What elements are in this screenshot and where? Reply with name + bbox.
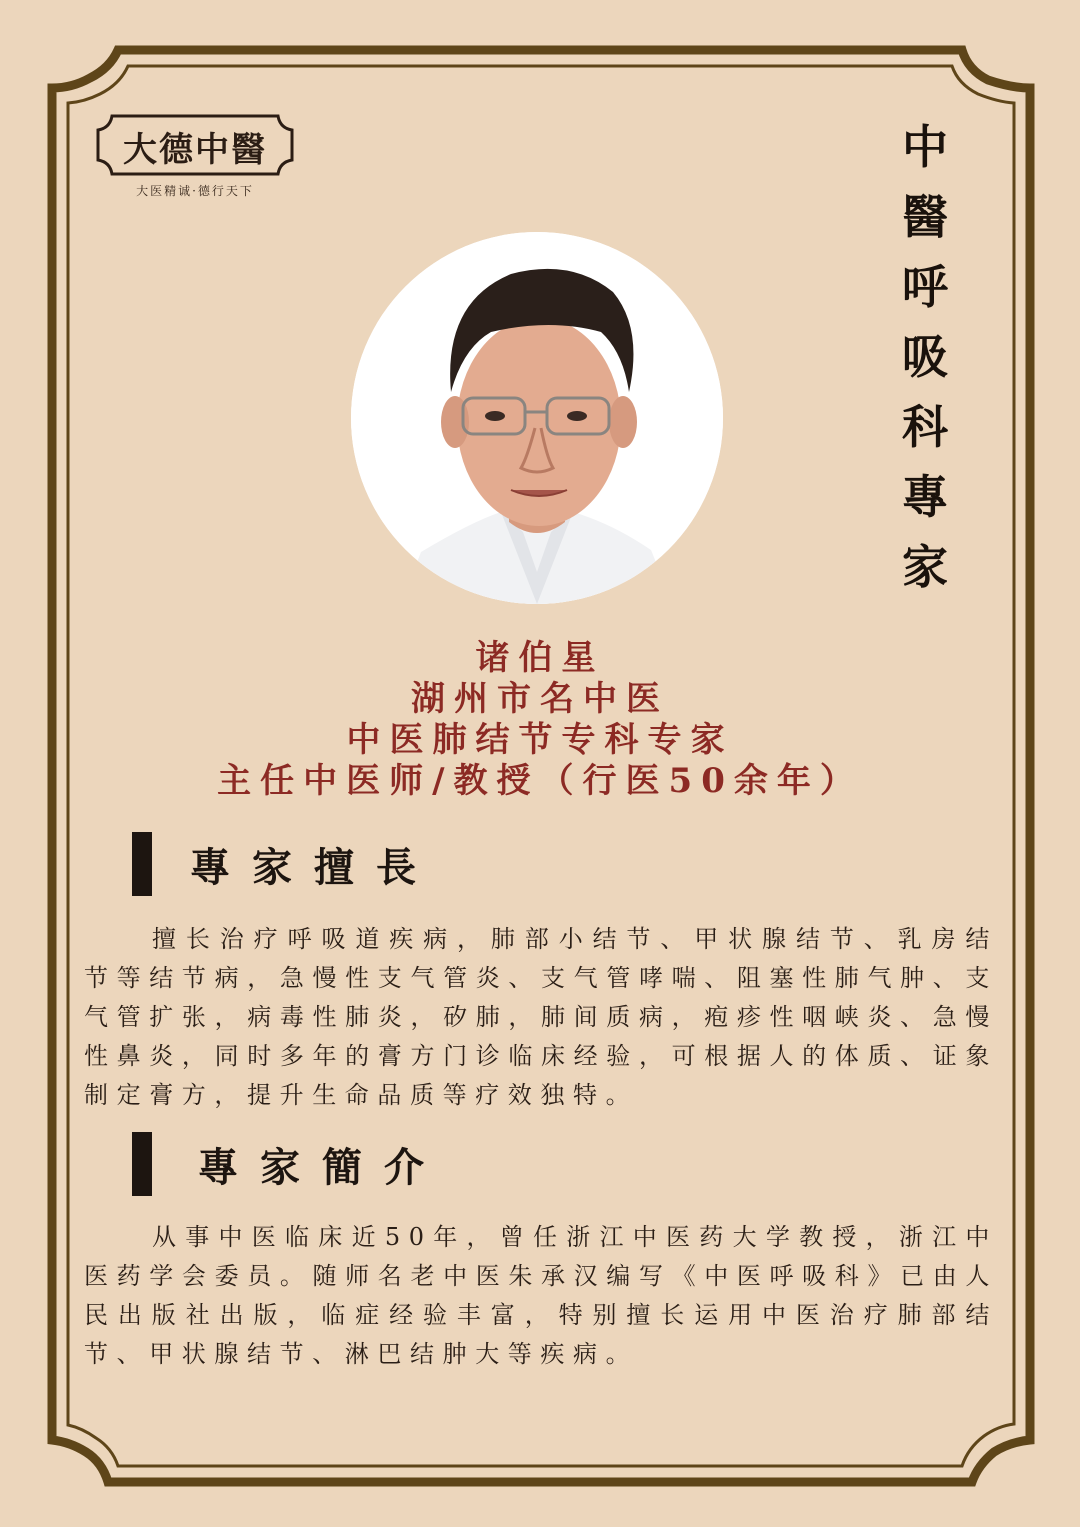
intro-title: 專家簡介 [198,1144,446,1191]
vertical-title [895,112,955,602]
vertical-title-char: 吸 [902,330,948,384]
intro-text: 从事中医临床近50年，曾任浙江中医药大学教授，浙江中医药学会委员。随师名老中医朱承汉编写《中医呼吸科》已由人民出版社出版，临症经验丰富，特别擅长运用中医治疗肺部结节、甲状腺结节、淋巴结肿大等疾病。 [84,1223,998,1368]
doctor-honor: 湖州市名中医 [411,679,669,719]
vertical-title-char: 醫 [902,190,948,244]
heading-bar [132,832,152,896]
doctor-portrait [351,232,723,604]
doctor-info [0,638,1080,802]
portrait-illustration [351,232,723,604]
vertical-title-char: 科 [902,400,948,454]
doctor-position: 主任中医师/教授（行医50余年） [217,761,863,801]
vertical-title-char: 中 [902,120,948,174]
logo-slogan: 大医精诚·德行天下 [136,184,254,198]
doctor-name: 诸伯星 [475,638,605,678]
heading-bar [132,1132,152,1196]
vertical-title-char: 專 [902,470,948,524]
logo-title: 大德中醫 [123,130,267,170]
vertical-title-char: 呼 [902,260,948,314]
expertise-title: 專家擅長 [190,844,438,891]
expertise-text: 擅长治疗呼吸道疾病，肺部小结节、甲状腺结节、乳房结节等结节病，急慢性支气管炎、支气管哮喘、阻塞性肺气肿、支气管扩张，病毒性肺炎，矽肺，肺间质病，疱疹性咽峡炎、急慢性鼻炎，同时多年的膏方门诊临床经验，可根据人的体质、证象制定膏方，提升生命品质等疗效独特。 [84,925,998,1109]
vertical-title-char: 家 [902,540,948,594]
doctor-specialty: 中医肺结节专科专家 [346,720,734,760]
